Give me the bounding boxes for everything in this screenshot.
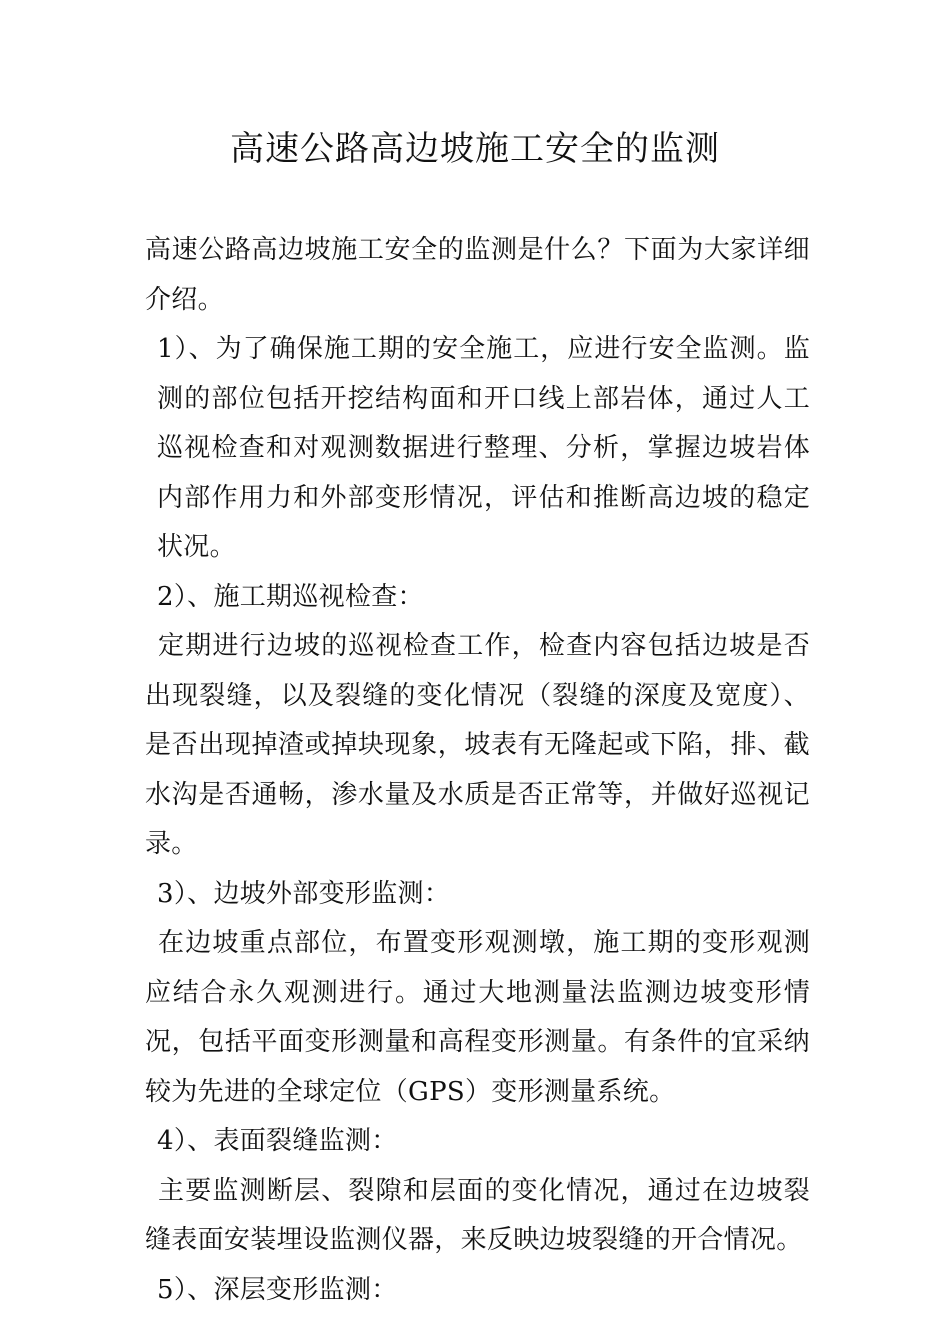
item-2-heading: 2）、施工期巡视检查：	[157, 581, 424, 612]
item-4-paragraph: 主要监测断层、裂隙和层面的变化情况，通过在边坡裂缝表面安装埋设监测仪器，来反映边坡裂缝的开合情况。	[145, 1175, 810, 1255]
document-body	[145, 226, 810, 1315]
intro-paragraph: 高速公路高边坡施工安全的监测是什么？下面为大家详细介绍。	[145, 235, 810, 315]
item-5-heading: 5）、深层变形监测：	[157, 1274, 398, 1305]
item-1-paragraph: 1）、为了确保施工期的安全施工，应进行安全监测。监测的部位包括开挖结构面和开口线上部岩体，通过人工巡视检查和对观测数据进行整理、分析，掌握边坡岩体内部作用力和外部变形情况，评估和推断高边坡的稳定状况。	[157, 334, 810, 562]
item-4-heading: 4）、表面裂缝监测：	[157, 1126, 398, 1156]
item-3-paragraph: 在边坡重点部位，布置变形观测墩，施工期的变形观测应结合永久观测进行。通过大地测量法监测边坡变形情况，包括平面变形测量和高程变形测量。有条件的宜采纳较为先进的全球定位（GPS）变形测量系统。	[145, 928, 810, 1107]
item-2-paragraph: 定期进行边坡的巡视检查工作，检查内容包括边坡是否出现裂缝，以及裂缝的变化情况（裂缝的深度及宽度）、是否出现掉渣或掉块现象，坡表有无隆起或下陷，排、截水沟是否通畅，渗水量及水质是否正常等，并做好巡视记录。	[145, 631, 810, 859]
document-title: 高速公路高边坡施工安全的监测	[230, 129, 720, 169]
item-3-heading: 3）、边坡外部变形监测：	[157, 878, 451, 909]
